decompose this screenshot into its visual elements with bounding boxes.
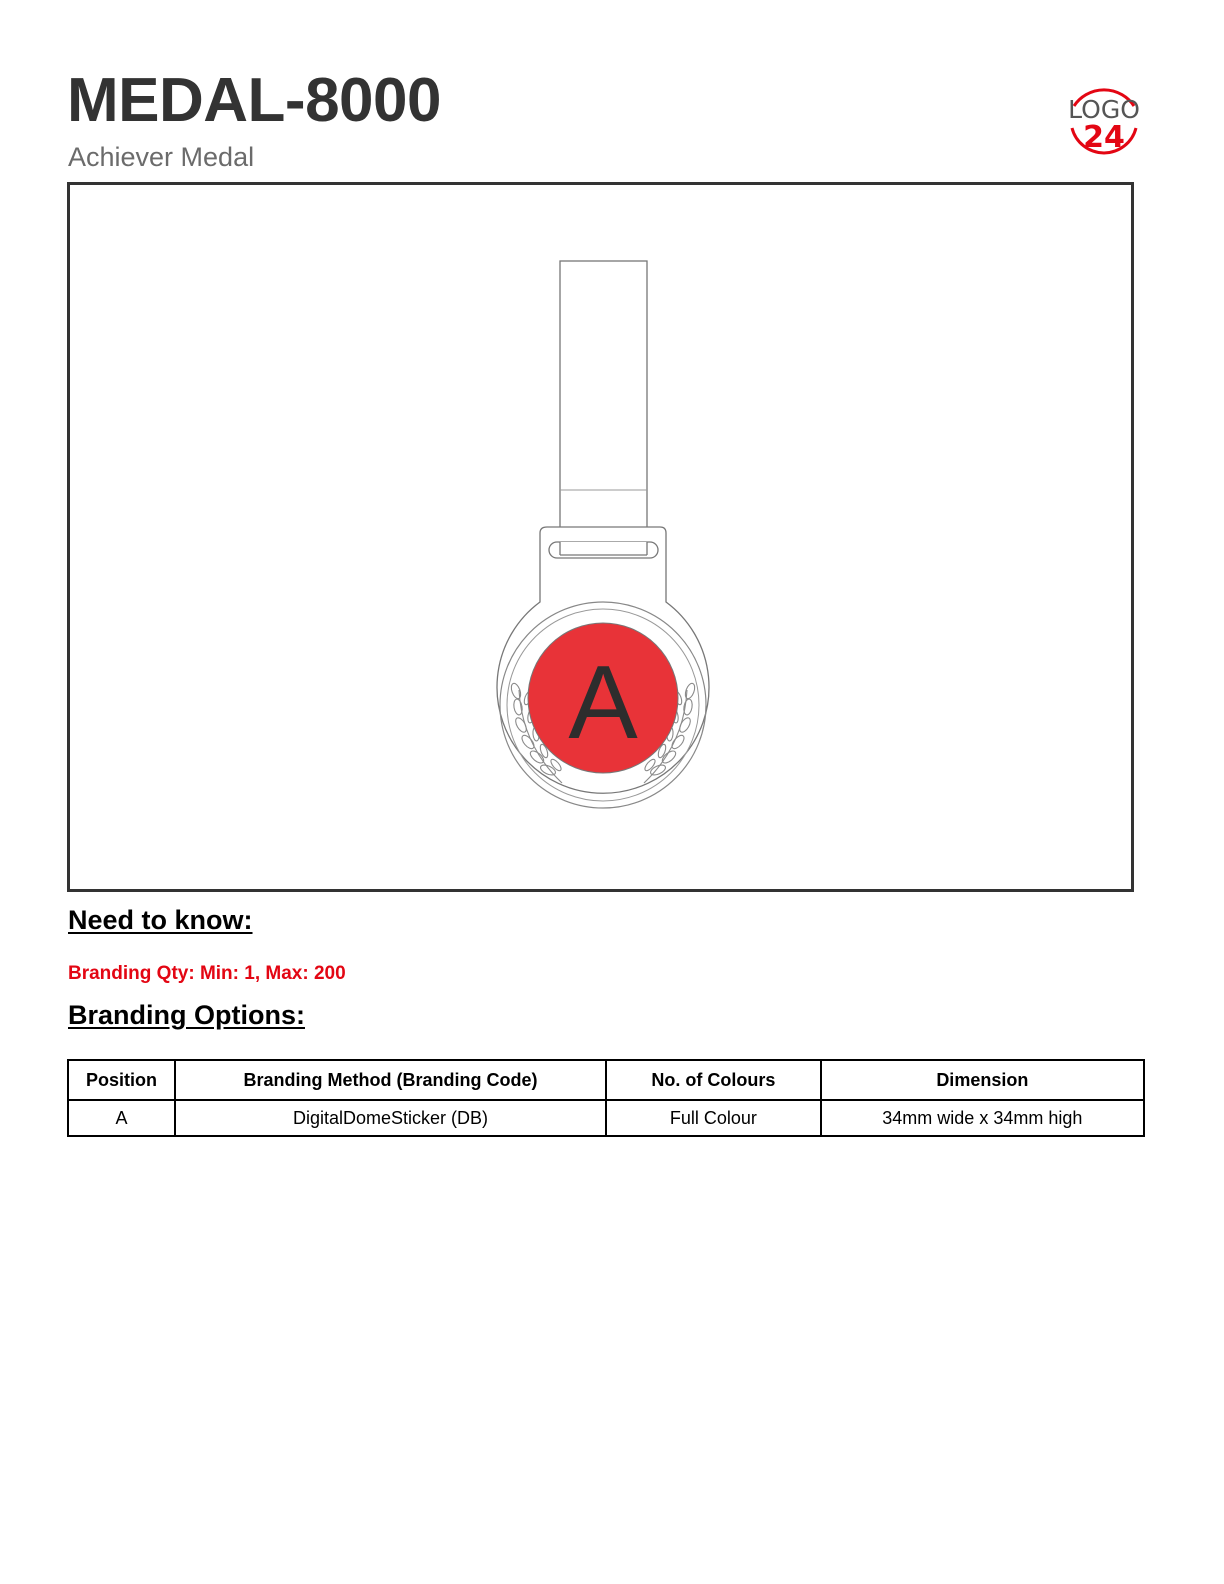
logo-text-top: LOGO	[1068, 95, 1140, 124]
cell-branding-method: DigitalDomeSticker (DB)	[175, 1100, 606, 1136]
ribbon	[560, 261, 647, 555]
column-header-colours: No. of Colours	[606, 1060, 821, 1100]
cell-colours: Full Colour	[606, 1100, 821, 1136]
branding-options-heading: Branding Options:	[68, 1000, 305, 1030]
table-header-row	[68, 1060, 1144, 1100]
medal-line-drawing	[70, 185, 1131, 889]
branding-options-table	[67, 1059, 1145, 1137]
product-code-title: MEDAL-8000	[67, 66, 441, 135]
cell-dimension: 34mm wide x 34mm high	[821, 1100, 1144, 1136]
table-row	[68, 1100, 1144, 1136]
logo24-logo	[1064, 84, 1144, 166]
column-header-dimension: Dimension	[821, 1060, 1144, 1100]
need-to-know-heading: Need to know:	[68, 905, 253, 935]
column-header-position: Position	[68, 1060, 175, 1100]
cell-position: A	[68, 1100, 175, 1136]
product-name-subtitle: Achiever Medal	[68, 142, 255, 172]
logo-text-bottom: 24	[1083, 120, 1125, 155]
position-marker-a: A	[568, 645, 638, 761]
branding-qty-note: Branding Qty: Min: 1, Max: 200	[68, 963, 346, 984]
column-header-branding-method: Branding Method (Branding Code)	[175, 1060, 606, 1100]
logo24-emblem	[1064, 84, 1144, 166]
product-drawing-frame	[67, 182, 1134, 892]
